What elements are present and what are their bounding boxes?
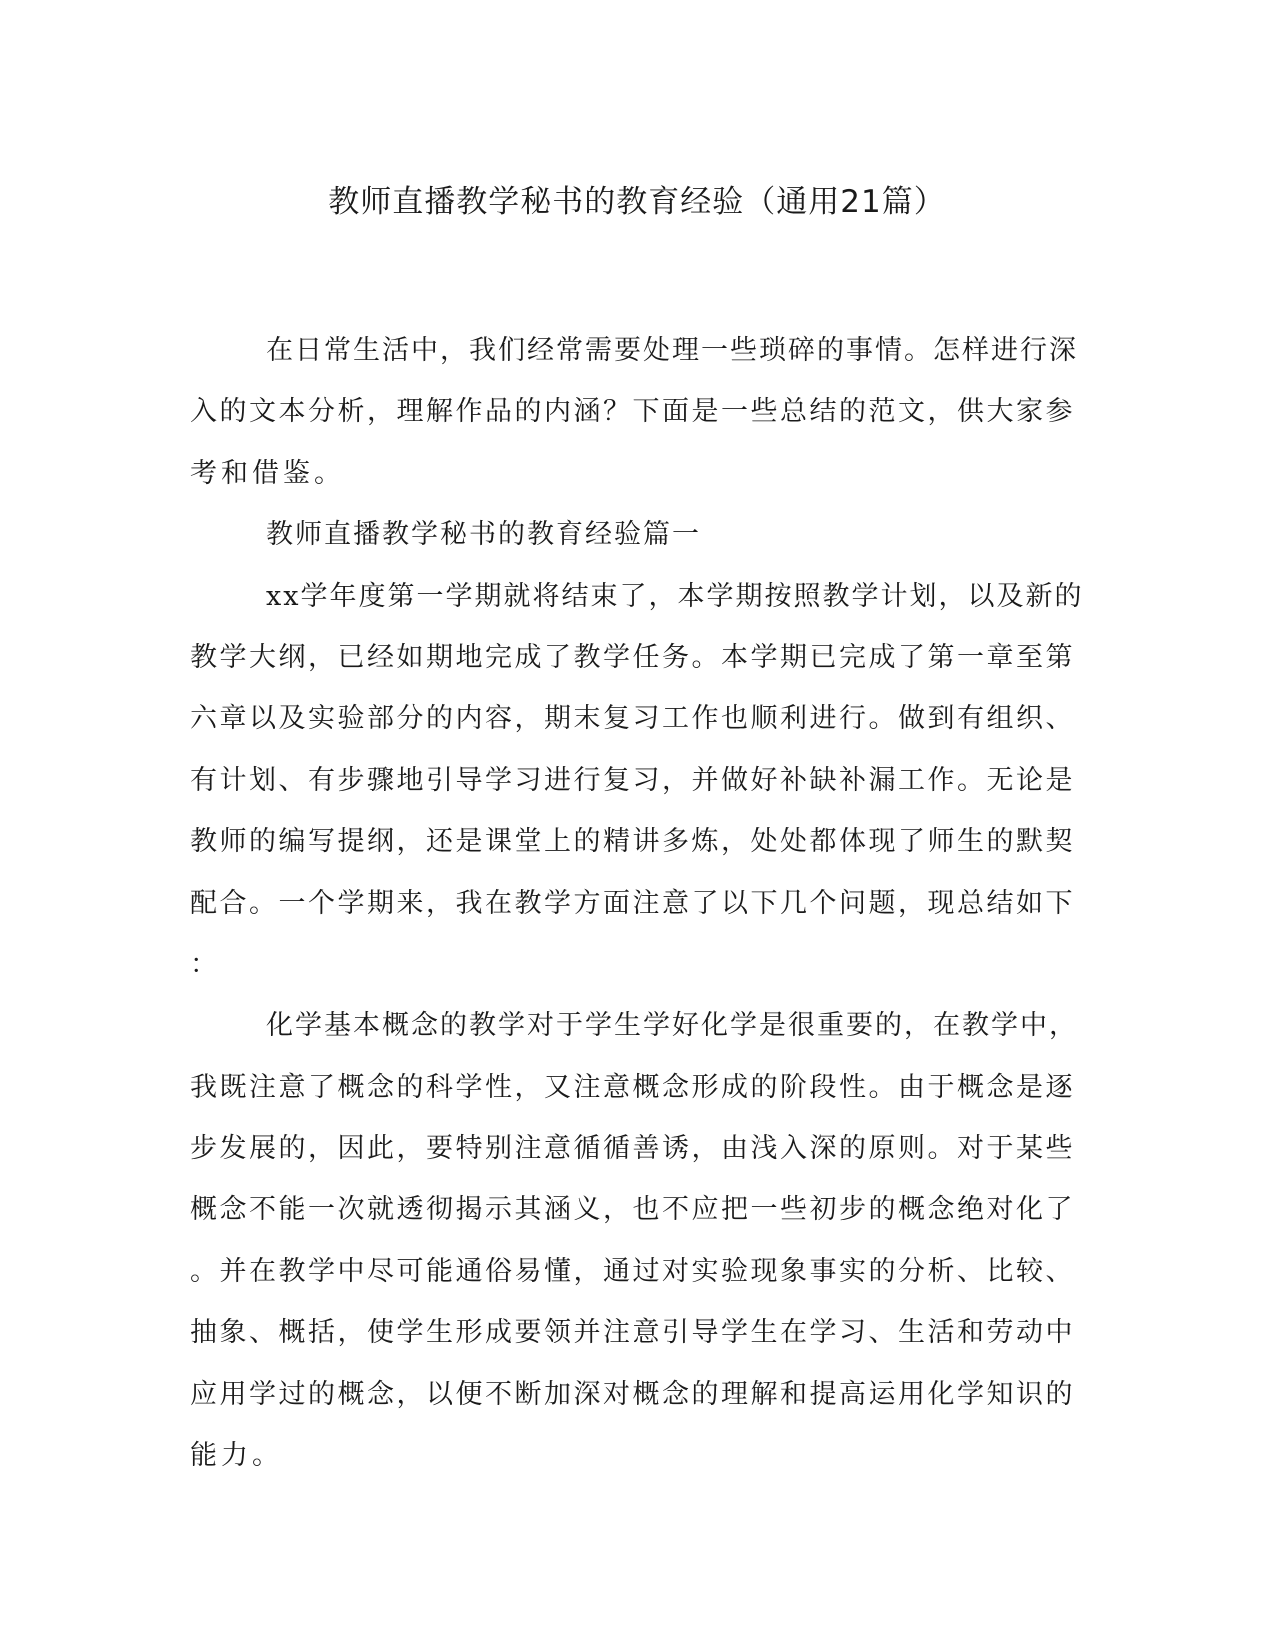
body-line: 应用学过的概念，以便不断加深对概念的理解和提高运用化学知识的 <box>190 1378 1075 1410</box>
body-line: 我既注意了概念的科学性，又注意概念形成的阶段性。由于概念是逐 <box>190 1071 1075 1103</box>
body-line: 概念不能一次就透彻揭示其涵义，也不应把一些初步的概念绝对化了 <box>190 1194 1075 1226</box>
body-line: xx学年度第一学期就将结束了，本学期按照教学计划，以及新的 <box>266 580 1084 612</box>
body-line: 。并在教学中尽可能通俗易懂，通过对实验现象事实的分析、比较、 <box>190 1255 1075 1287</box>
body-line: 配合。一个学期来，我在教学方面注意了以下几个问题，现总结如下 <box>190 887 1075 919</box>
document-title: 教师直播教学秘书的教育经验（通用21篇） <box>328 184 946 220</box>
body-line: 化学基本概念的教学对于学生学好化学是很重要的，在教学中， <box>266 1010 1078 1042</box>
section-heading: 教师直播教学秘书的教育经验篇一 <box>266 519 701 551</box>
body-line: 考和借鉴。 <box>190 457 345 489</box>
body-line: 教师的编写提纲，还是课堂上的精讲多炼，处处都体现了师生的默契 <box>190 826 1075 858</box>
body-line: 六章以及实验部分的内容，期末复习工作也顺利进行。做到有组织、 <box>190 703 1075 735</box>
document-body <box>190 329 1084 1495</box>
body-line: 有计划、有步骤地引导学习进行复习，并做好补缺补漏工作。无论是 <box>190 764 1075 796</box>
body-line: 入的文本分析，理解作品的内涵？下面是一些总结的范文，供大家参 <box>190 396 1075 428</box>
body-line: ： <box>190 948 221 980</box>
body-line: 抽象、概括，使学生形成要领并注意引导学生在学习、生活和劳动中 <box>190 1317 1075 1349</box>
body-line: 步发展的，因此，要特别注意循循善诱，由浅入深的原则。对于某些 <box>190 1133 1075 1165</box>
body-line: 教学大纲，已经如期地完成了教学任务。本学期已完成了第一章至第 <box>190 641 1075 673</box>
body-line: 在日常生活中，我们经常需要处理一些琐碎的事情。怎样进行深 <box>266 335 1078 366</box>
body-line: 能力。 <box>190 1440 283 1472</box>
